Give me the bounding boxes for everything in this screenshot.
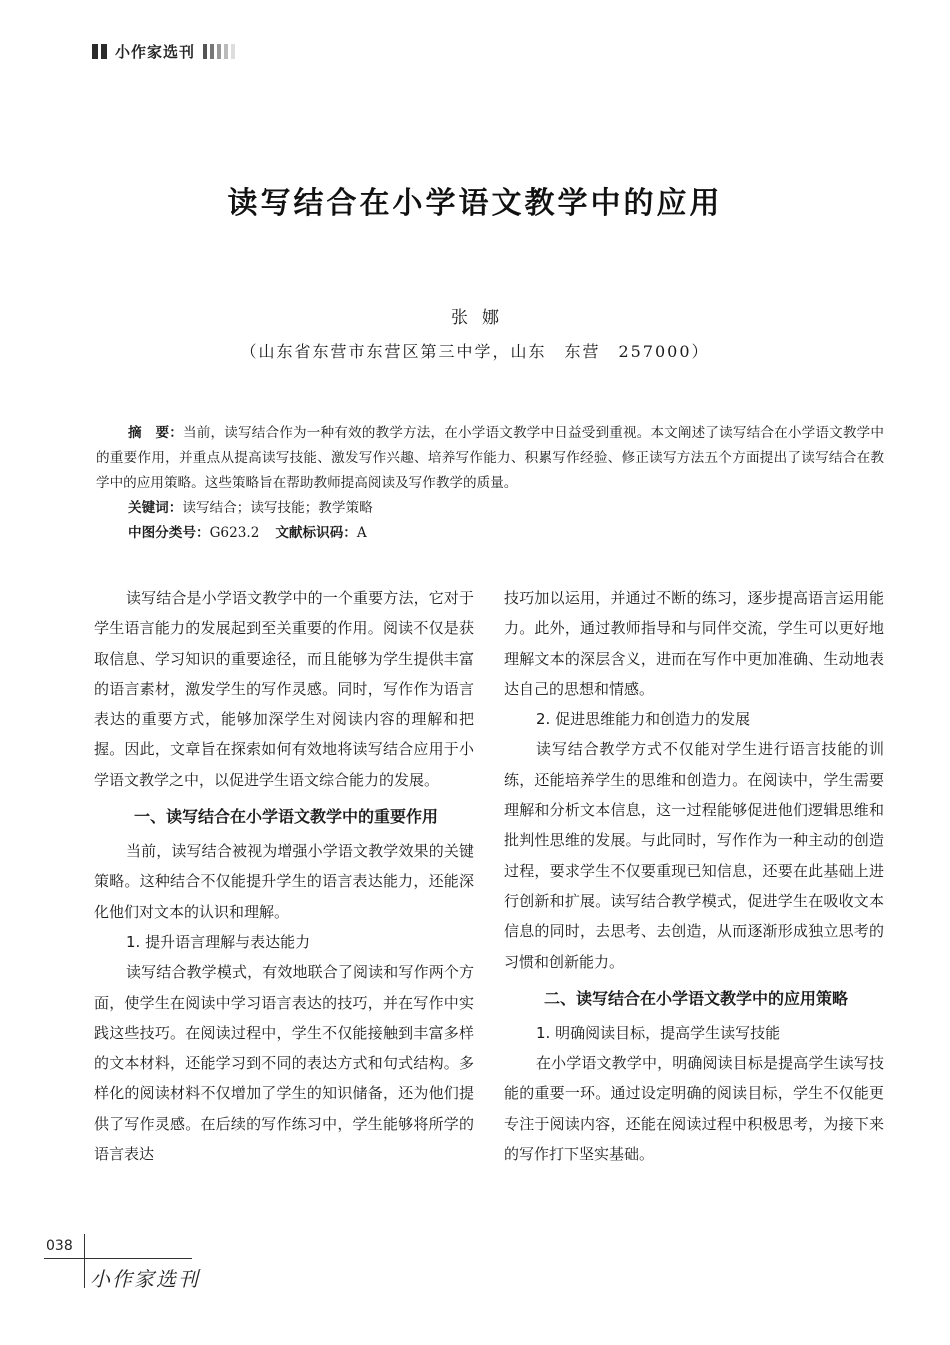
clc-label: 中图分类号： (128, 525, 210, 541)
left-column (94, 583, 474, 1169)
right-column (504, 583, 884, 1169)
subsection-heading: 1. 明确阅读目标，提高学生读写技能 (536, 1023, 781, 1042)
clc-value: G623.2 (209, 525, 260, 541)
article-title: 读写结合在小学语文教学中的应用 (227, 186, 723, 221)
body-paragraph: 读写结合教学模式，有效地联合了阅读和写作两个方面，使学生在阅读中学习语言表达的技巧，并在写作中实践这些技巧。在阅读过程中，学生不仅能接触到丰富多样的文本材料，还能学习到不同的表达方式和句式结构。多样化的阅读材料不仅增加了学生的知识储备，还为他们提供了写作灵感。在后续的写作练习中，学生能够将所学的语言表达 (94, 963, 474, 1164)
keywords-text: 读写结合；读写技能；教学策略 (182, 500, 373, 516)
keywords-line (96, 496, 884, 521)
keywords-label: 关键词： (128, 500, 183, 516)
abstract-block (96, 421, 884, 546)
author-affiliation: （山东省东营市东营区第三中学，山东 东营 257000） (240, 342, 710, 361)
footer-vertical-rule (84, 1234, 85, 1288)
body-paragraph: 当前，读写结合被视为增强小学语文教学效果的关键策略。这种结合不仅能提升学生的语言表达能力，还能深化他们对文本的认识和理解。 (94, 842, 474, 921)
header-journal-name: 小作家选刊 (115, 42, 196, 61)
section-heading: 二、读写结合在小学语文教学中的应用策略 (544, 988, 849, 1008)
subsection-heading: 2. 促进思维能力和创造力的发展 (536, 710, 751, 729)
subsection-heading: 1. 提升语言理解与表达能力 (126, 932, 311, 951)
body-paragraph: 读写结合教学方式不仅能对学生进行语言技能的训练，还能培养学生的思维和创造力。在阅读中，学生需要理解和分析文本信息，这一过程能够促进他们逻辑思维和批判性思维的发展。与此同时，写作作为一种主动的创造过程，要求学生不仅要重现已知信息，还要在此基础上进行创新和扩展。读写结合教学模式，促进学生在吸收文本信息的同时，去思考、去创造，从而逐渐形成独立思考的习惯和创新能力。 (504, 740, 884, 971)
abstract-paragraph (96, 421, 884, 496)
body-paragraph: 技巧加以运用，并通过不断的练习，逐步提高语言运用能力。此外，通过教师指导和与同伴交流，学生可以更好地理解文本的深层含义，进而在写作中更加准确、生动地表达自己的思想和情感。 (504, 589, 884, 698)
abstract-label: 摘 要： (128, 425, 183, 441)
body-paragraph: 读写结合是小学语文教学中的一个重要方法，它对于学生语言能力的发展起到至关重要的作用。阅读不仅是获取信息、学习知识的重要途径，而且能够为学生提供丰富的语言素材，激发学生的写作灵感。同时，写作作为语言表达的重要方式，能够加深学生对阅读内容的理解和把握。因此，文章旨在探索如何有效地将读写结合应用于小学语文教学之中，以促进学生语文综合能力的发展。 (94, 589, 474, 789)
body-paragraph: 在小学语文教学中，明确阅读目标是提高学生读写技能的重要一环。通过设定明确的阅读目标，学生不仅能更专注于阅读内容，还能在阅读过程中积极思考，为接下来的写作打下坚实基础。 (504, 1054, 884, 1164)
footer-journal-logo: 小作家选刊 (90, 1267, 200, 1291)
header-right-bars (203, 44, 235, 59)
section-heading: 一、读写结合在小学语文教学中的重要作用 (134, 807, 439, 827)
page-number: 038 (46, 1238, 73, 1254)
classification-line (96, 521, 884, 546)
doc-code-value: A (356, 525, 367, 541)
author-name: 张娜 (451, 308, 513, 328)
doc-code-label: 文献标识码： (275, 525, 357, 541)
abstract-text: 当前，读写结合作为一种有效的教学方法，在小学语文教学中日益受到重视。本文阐述了读写结合在小学语文教学中的重要作用，并重点从提高读写技能、激发写作兴趣、培养写作能力、积累写作经验、修正读写方法五个方面提出了读写结合在教学中的应用策略。这些策略旨在帮助教师提高阅读及写作教学的质量。 (96, 425, 885, 491)
running-header (92, 40, 235, 62)
footer-rule (44, 1258, 192, 1259)
header-left-bars (92, 44, 107, 59)
